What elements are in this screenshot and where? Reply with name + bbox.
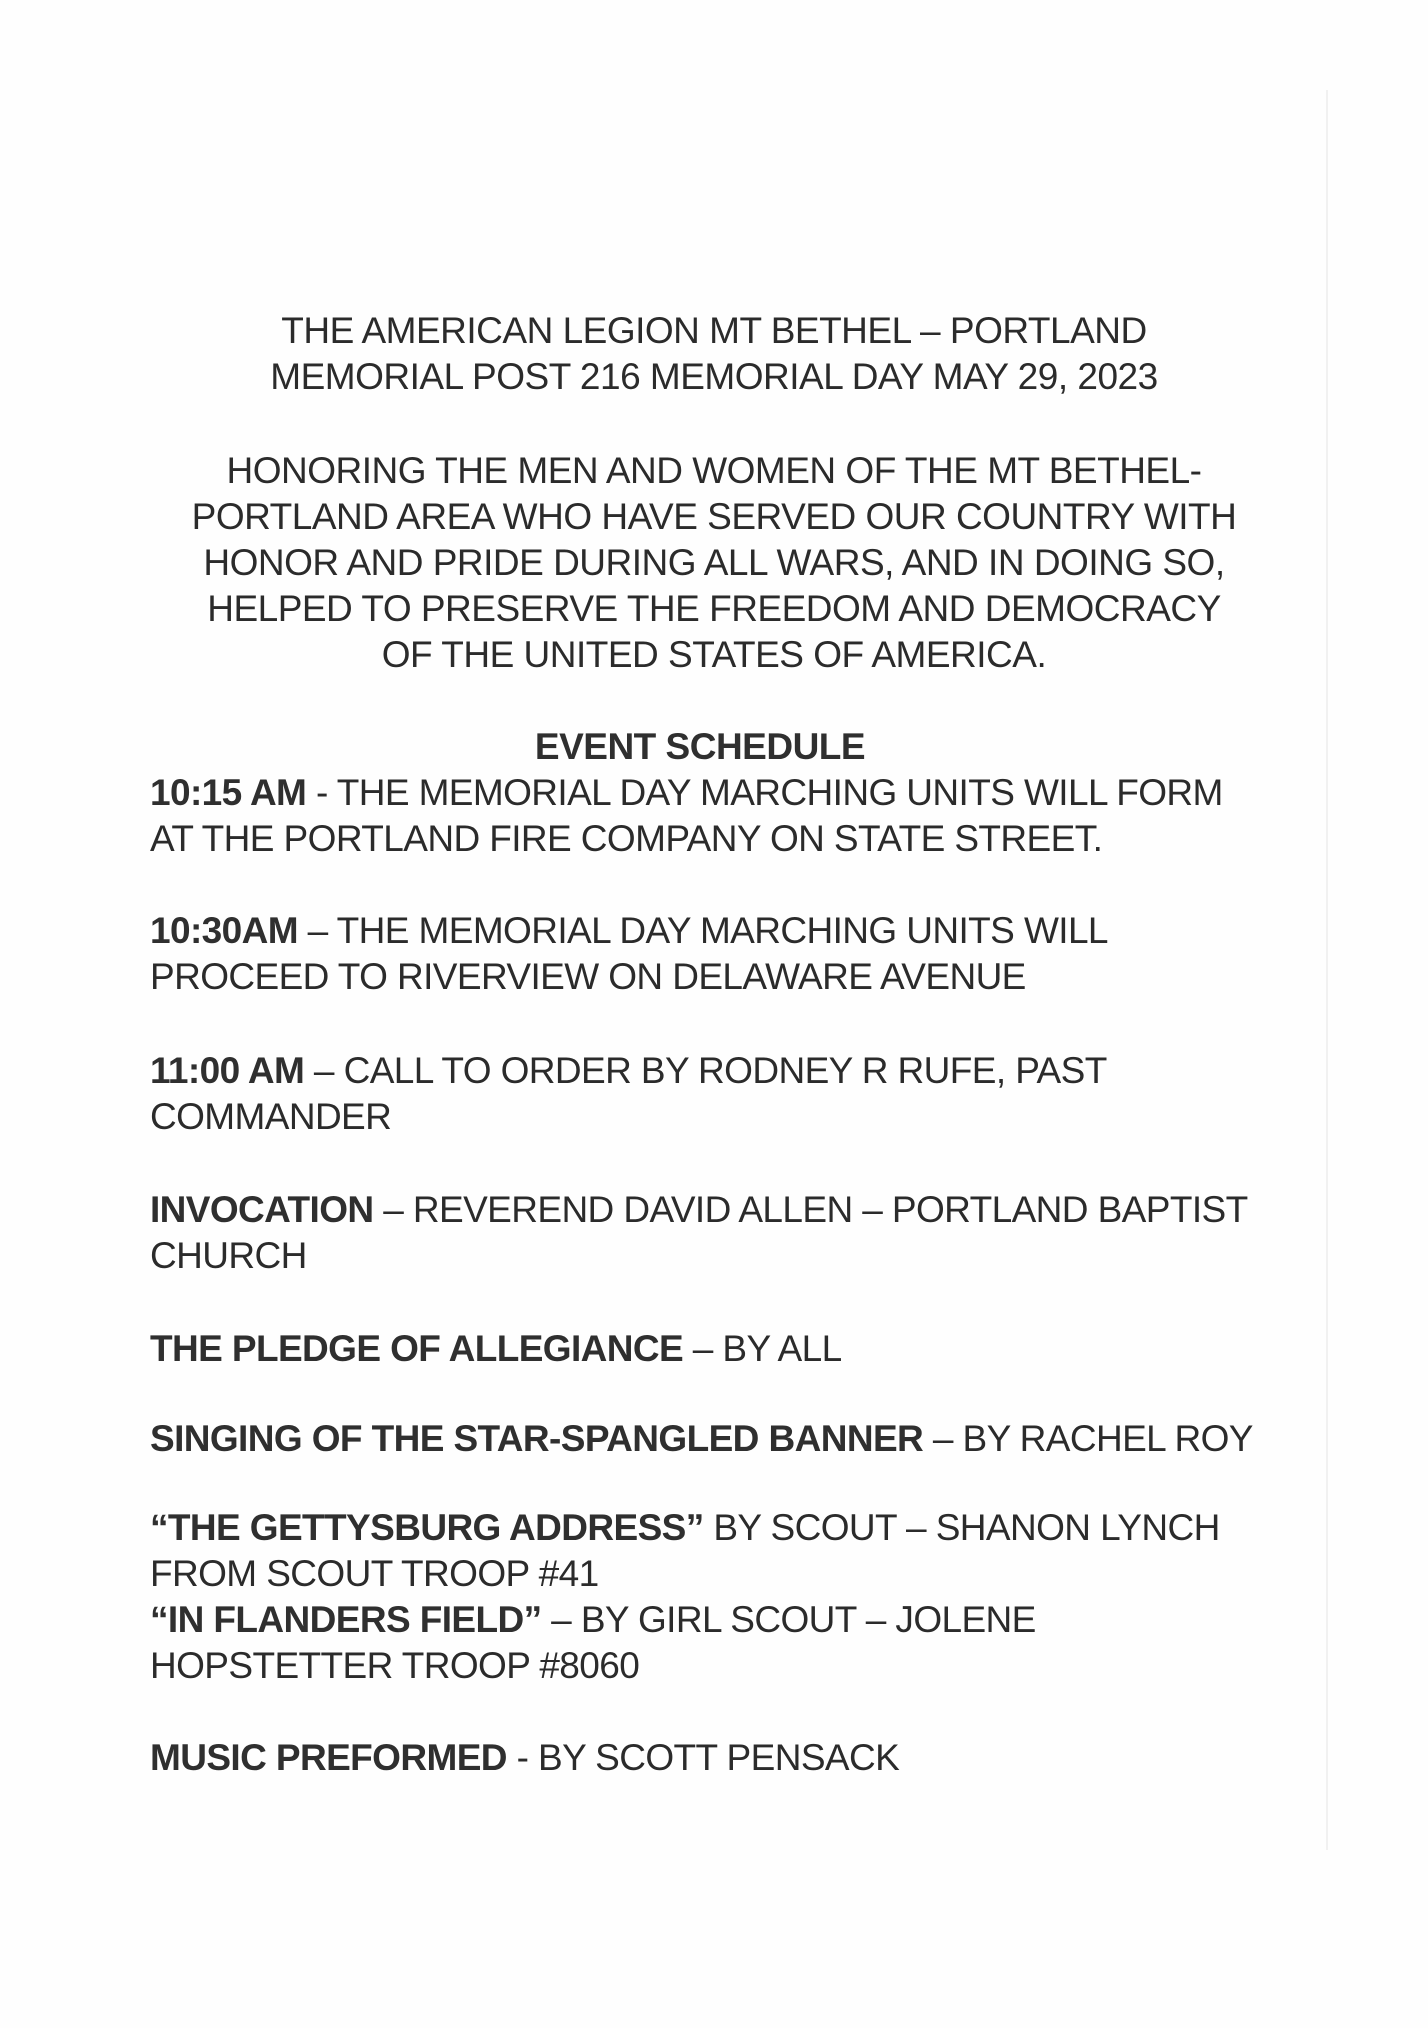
schedule-item	[150, 1735, 1330, 1781]
schedule-item	[150, 1048, 1330, 1140]
item-text-continued: COMMANDER	[150, 1096, 392, 1137]
item-lead: 10:15 AM	[150, 772, 307, 813]
title-line: THE AMERICAN LEGION MT BETHEL – PORTLAND	[281, 310, 1147, 351]
item-text: – THE MEMORIAL DAY MARCHING UNITS WILL	[297, 910, 1108, 951]
schedule-item	[150, 770, 1330, 862]
item-lead: “IN FLANDERS FIELD”	[150, 1599, 542, 1640]
item-text: - THE MEMORIAL DAY MARCHING UNITS WILL FORM	[306, 772, 1223, 813]
honor-statement	[150, 448, 1278, 678]
item-lead: 10:30AM	[150, 910, 298, 951]
item-text-continued: HOPSTETTER TROOP #8060	[150, 1645, 640, 1686]
item-lead: MUSIC PREFORMED	[150, 1737, 507, 1778]
item-text-continued: FROM SCOUT TROOP #41	[150, 1553, 599, 1594]
honor-line: OF THE UNITED STATES OF AMERICA.	[381, 634, 1047, 675]
honor-line: HELPED TO PRESERVE THE FREEDOM AND DEMOCRACY	[207, 588, 1221, 629]
item-text-continued: PROCEED TO RIVERVIEW ON DELAWARE AVENUE	[150, 956, 1026, 997]
honor-line: HONORING THE MEN AND WOMEN OF THE MT BETHEL-	[226, 450, 1202, 491]
item-lead: “THE GETTYSBURG ADDRESS”	[150, 1507, 704, 1548]
schedule-item	[150, 1505, 1330, 1597]
honor-line: PORTLAND AREA WHO HAVE SERVED OUR COUNTRY WITH	[191, 496, 1237, 537]
document-title	[150, 308, 1278, 400]
item-text: – BY RACHEL ROY	[923, 1418, 1253, 1459]
schedule-item	[150, 1187, 1330, 1279]
item-lead: INVOCATION	[150, 1189, 374, 1230]
schedule-item	[150, 1416, 1330, 1462]
item-text: – BY GIRL SCOUT – JOLENE	[541, 1599, 1036, 1640]
item-text: – CALL TO ORDER BY RODNEY R RUFE, PAST	[304, 1050, 1107, 1091]
schedule-heading: EVENT SCHEDULE	[534, 726, 866, 767]
item-lead: 11:00 AM	[150, 1050, 305, 1091]
title-line: MEMORIAL POST 216 MEMORIAL DAY MAY 29, 2023	[270, 356, 1158, 397]
item-lead: THE PLEDGE OF ALLEGIANCE	[150, 1328, 684, 1369]
item-text: – BY ALL	[683, 1328, 842, 1369]
item-text-continued: CHURCH	[150, 1235, 307, 1276]
schedule-item	[150, 1597, 1330, 1689]
item-text: - BY SCOTT PENSACK	[506, 1737, 900, 1778]
item-text: BY SCOUT – SHANON LYNCH	[703, 1507, 1220, 1548]
item-lead: SINGING OF THE STAR-SPANGLED BANNER	[150, 1418, 924, 1459]
item-text-continued: AT THE PORTLAND FIRE COMPANY ON STATE STREET.	[150, 818, 1103, 859]
item-text: – REVEREND DAVID ALLEN – PORTLAND BAPTIST	[373, 1189, 1248, 1230]
honor-line: HONOR AND PRIDE DURING ALL WARS, AND IN DOING SO,	[203, 542, 1225, 583]
schedule-item	[150, 908, 1330, 1000]
schedule-item	[150, 1326, 1330, 1372]
